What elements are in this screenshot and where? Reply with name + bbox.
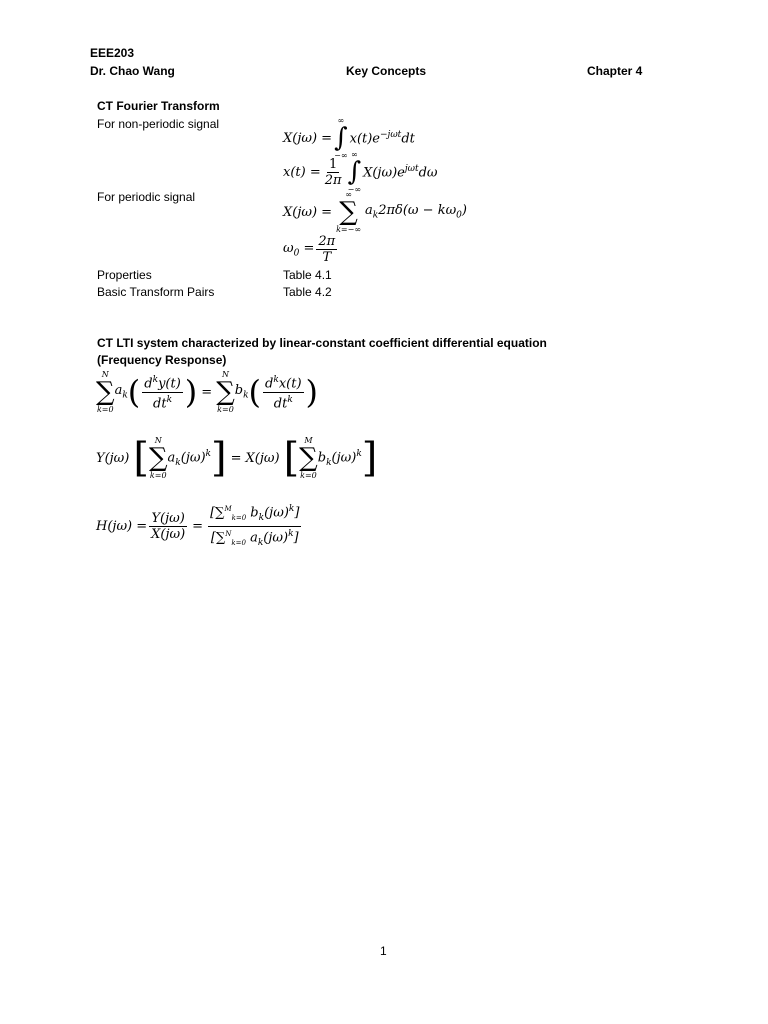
section-heading-lti: CT LTI system characterized by linear-constant coefficient differential equation	[97, 336, 547, 350]
equation-inverse-transform: x(t) = $\frac{1}{2\pi}$ ∞ ∫ −∞ $X(j\omega)e^{j\omega t}d\omega$	[283, 150, 438, 194]
chapter-label: Chapter 4	[587, 64, 643, 78]
equation-fundamental-frequency: $\omega_0$ = $\frac{2\pi}{T}$	[283, 234, 336, 265]
equation-frequency-domain: Y(jω) [ N ∑ k=0 $a_k(j\omega)^k$ ] = X(jω) [ M ∑ k=0 $b_k(j\omega)^k$ ]	[96, 435, 378, 481]
author: Dr. Chao Wang	[90, 64, 175, 78]
transform-pairs-label: Basic Transform Pairs	[97, 285, 215, 299]
equation-transfer-function: H(jω) = $\frac{Y(j\omega)}{X(j\omega)}$ = $\frac{[\sum^M_{k=0} b_k(j\omega)^k]}{[\sum^N_{k=0} a_k(j\omega)^k]}$	[96, 504, 300, 548]
equation-forward-transform: X(jω) = ∞ ∫ −∞ $x(t)e^{-j\omega t}dt$	[283, 116, 415, 160]
properties-label: Properties	[97, 268, 152, 282]
course-code: EEE203	[90, 46, 135, 60]
equation-differential: N ∑ k=0 $a_k$ ( $\frac{d^ky(t)}{dt^k}$ ) = N ∑ k=0 $b_k$ ( $\frac{d^kx(t)}{dt^k}$ )	[96, 370, 319, 414]
doc-title: Key Concepts	[346, 64, 427, 78]
properties-ref: Table 4.1	[283, 268, 332, 282]
section-heading-ct-fourier: CT Fourier Transform	[97, 99, 220, 113]
page-number: 1	[380, 944, 387, 958]
transform-pairs-ref: Table 4.2	[283, 285, 332, 299]
equation-periodic-transform: X(jω) = ∞ ∑ k=−∞ $a_k2\pi\delta(\omega - k\omega_0)$	[283, 190, 467, 234]
periodic-label: For periodic signal	[97, 190, 196, 204]
nonperiodic-label: For non-periodic signal	[97, 117, 220, 131]
section-heading-frequency-response: (Frequency Response)	[97, 353, 227, 367]
